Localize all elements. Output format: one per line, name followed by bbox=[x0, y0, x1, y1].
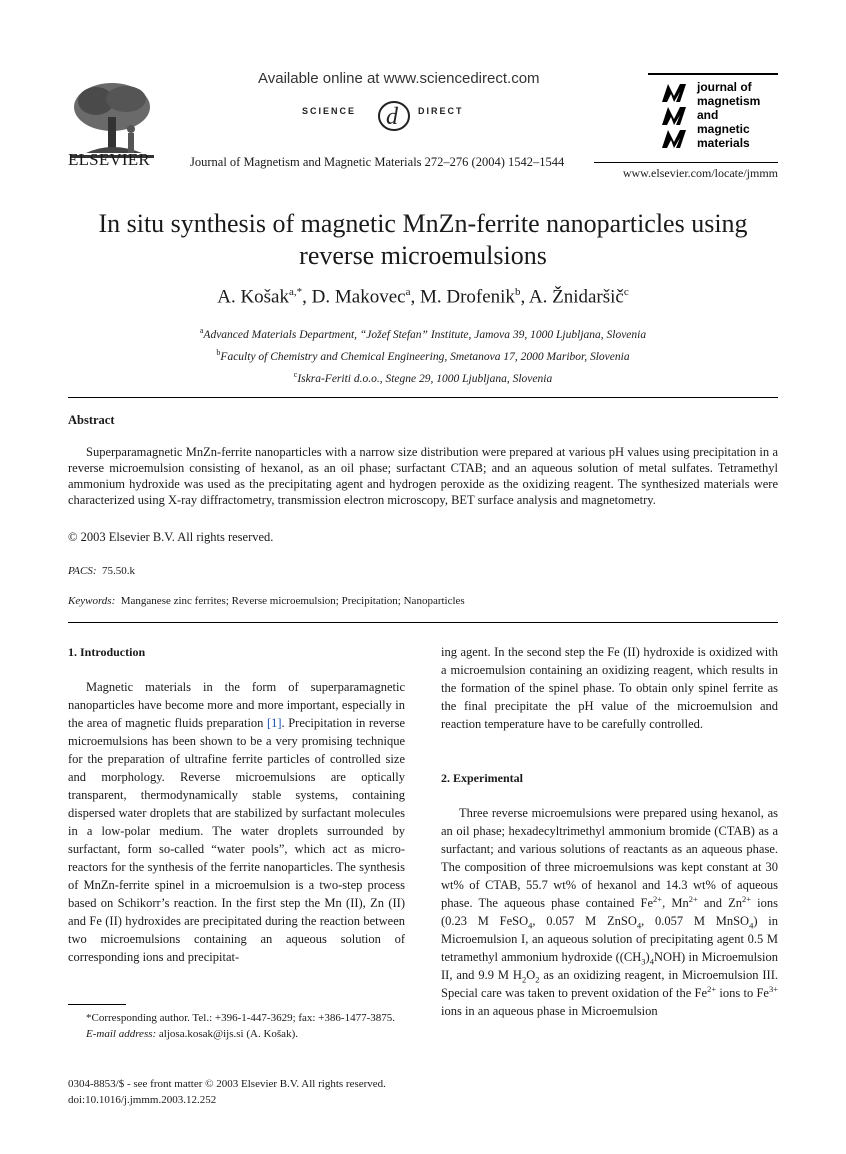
footnote bbox=[68, 1010, 405, 1042]
author-sup: b bbox=[514, 286, 521, 298]
footnote-corresponding: *Corresponding author. Tel.: +396-1-447-3629; fax: +386-1477-3875. bbox=[86, 1012, 396, 1024]
author-name: M. Drofenik bbox=[419, 286, 515, 308]
author-sup: a,* bbox=[289, 286, 303, 298]
page-footer bbox=[68, 1076, 386, 1108]
text-run: . Precipitation in reverse microemulsions has been shown to be a very promising technique for the preparation of ultrafine ferrite particles of controlled size and morphology. Reverse microemulsions are optically transparent, thermodynamically stable systems, containing dispersed water droplets that are stabilized by surfactant molecules in a low-polar medium. The water droplets surrounded by surfactant, form so-called “water pools”, which act as micro-reactors for the synthesis of the ferrite nanoparticles. The synthesis of MnZn-ferrite spinel in a microemulsion is a two-step process based on Schikorr’s reaction. In the first step the Mn (II), Zn (II) and Fe (II) hydroxides are precipitated during the reaction between two microemulsions containing an aqueous solution of corresponding ions and precipitat- bbox=[68, 716, 405, 964]
divider bbox=[68, 622, 778, 623]
text-run: , 0.057 M MnSO bbox=[641, 914, 750, 928]
pacs-value: 75.50.k bbox=[102, 565, 136, 577]
text-run: Three reverse microemulsions were prepared using hexanol, as an oil phase; hexadecyltrimethyl ammonium bromide (CTAB) as a surfactant; and various solutions of reactants as an aqueous phase. The composition of three microemulsions was kept constant at 30 wt% of CTAB, 55.7 wt% of hexanol and 14.3 wt% of aqueous phase. The aqueous phase contained Fe bbox=[441, 806, 778, 910]
affiliation bbox=[40, 366, 806, 388]
issn-line: 0304-8853/$ - see front matter © 2003 Elsevier B.V. All rights reserved. bbox=[68, 1078, 386, 1090]
journal-citation: Journal of Magnetism and Magnetic Materials 272–276 (2004) 1542–1544 bbox=[190, 155, 565, 169]
footnote-email bbox=[68, 1026, 405, 1042]
keywords-line bbox=[68, 595, 465, 607]
journal-logo-line: journal of bbox=[697, 80, 752, 94]
affil-sup: b bbox=[216, 347, 221, 357]
journal-url[interactable]: www.elsevier.com/locate/jmmm bbox=[622, 166, 778, 180]
citation-link[interactable]: [1] bbox=[266, 716, 282, 730]
journal-url-rule bbox=[594, 162, 778, 163]
text-run: O bbox=[526, 968, 536, 982]
sd-left-word: SCIENCE bbox=[302, 106, 357, 116]
affil-sup: a bbox=[199, 326, 204, 335]
affiliation-list bbox=[40, 322, 806, 387]
subscript: 4 bbox=[528, 920, 533, 931]
author-name: D. Makovec bbox=[311, 286, 406, 308]
superscript: 2+ bbox=[741, 893, 752, 904]
text-run: ions in an aqueous phase in Microemulsion bbox=[441, 1004, 658, 1018]
available-online-text: Available online at www.sciencedirect.com bbox=[258, 70, 540, 87]
abstract-body bbox=[68, 444, 778, 508]
section-heading: 1. Introduction bbox=[68, 645, 146, 659]
text-run: , 0.057 M ZnSO bbox=[532, 914, 637, 928]
title-line: reverse microemulsions bbox=[299, 241, 547, 270]
superscript: 2+ bbox=[653, 893, 663, 904]
footnote-rule bbox=[68, 1004, 126, 1005]
article-title bbox=[40, 208, 806, 272]
email-value[interactable]: aljosa.kosak@ijs.si (A. Košak). bbox=[158, 1028, 298, 1040]
left-column bbox=[68, 643, 405, 966]
experimental-paragraph: Three reverse microemulsions were prepared using hexanol, as an oil phase; hexadecyltrimethyl ammonium bromide (CTAB) as a surfactant; and various solutions of reactants as an aqueous phase. The composition of three microemulsions was kept constant at 30 wt% of CTAB, 55.7 wt% of hexanol and 14.3 wt% of aqueous phase. The aqueous phase contained $Fe^{2+}$, $Mn^{2+}$ and $Zn^{2+}$ ions (0.23 M FeSO$_4$, 0.057 M ZnSO$_4$, 0.057 M MnSO$_4$) in Microemulsion I, an aqueous solution of precipitating agent 0.5 M tetramethyl ammonium hydroxide $((CH_3)_4NOH)$ in Microemulsion II, and 9.9 M $H_2O_2$ as an oxidizing reagent, in Microemulsion III. Special care was taken to prevent oxidation of the $Fe^{2+}$ ions to $Fe^{3+}$ ions in an aqueous phase in Microemulsion bbox=[441, 806, 778, 1018]
subscript: 2 bbox=[521, 974, 527, 985]
abstract-text: Superparamagnetic MnZn-ferrite nanoparticles with a narrow size distribution were prepared at various pH values using precipitation in a reverse microemulsion consisting of hexanol, as an oil phase; surfactant CTAB; and an aqueous solution of metal sulfates. Tetramethyl ammonium hydroxide was used as the precipitating agent and hydrogen peroxide as the oxidizing reagent. The synthesized materials were characterized using X-ray diffractometry, transmission electron microscopy, BET surface analysis and magnetometry. bbox=[68, 445, 778, 507]
right-column bbox=[441, 643, 778, 1020]
journal-logo-line: and bbox=[697, 108, 719, 122]
superscript: 3+ bbox=[768, 983, 778, 994]
sciencedirect-logo bbox=[300, 94, 510, 134]
section-heading: 2. Experimental bbox=[441, 771, 523, 785]
author-name: A. Košak bbox=[217, 286, 289, 308]
journal-logo-rule bbox=[648, 73, 778, 75]
intro-paragraph bbox=[68, 678, 405, 966]
sciencedirect-d-icon bbox=[374, 94, 414, 134]
doi-line[interactable]: doi:10.1016/j.jmmm.2003.12.252 bbox=[68, 1094, 217, 1106]
subscript: 2 bbox=[535, 974, 540, 985]
intro-continuation: ing agent. In the second step the Fe (II) hydroxide is oxidized with a microemulsion containing an oxidizing reagent, which results in the formation of the spinel phase. To obtain only spinel ferrite as the final precipitate the pH value of the microemulsion and reaction temperature have to be carefully controlled. bbox=[441, 645, 778, 731]
keywords-label: Keywords: bbox=[68, 595, 116, 607]
affil-text: Advanced Materials Department, “Jožef Stefan” Institute, Jamova 39, 1000 Ljubljana, Slovenia bbox=[203, 328, 647, 341]
author-sup: c bbox=[623, 286, 629, 298]
text-run: and Zn bbox=[697, 896, 742, 910]
pacs-label: PACS: bbox=[68, 565, 97, 577]
jmmm-m-icon bbox=[660, 82, 694, 152]
text-run: ions (0.23 M FeSO bbox=[441, 896, 778, 928]
affil-text: Iskra-Feriti d.o.o., Stegne 29, 1000 Ljubljana, Slovenia bbox=[297, 372, 553, 385]
sd-right-word: DIRECT bbox=[418, 106, 464, 116]
journal-logo-line: magnetic bbox=[697, 122, 750, 136]
journal-logo-text bbox=[697, 80, 760, 150]
abstract-heading: Abstract bbox=[68, 413, 115, 427]
divider bbox=[68, 397, 778, 398]
affil-text: Faculty of Chemistry and Chemical Engineering, Smetanova 17, 2000 Maribor, Slovenia bbox=[220, 350, 630, 363]
affiliation bbox=[40, 344, 806, 366]
subscript: 3 bbox=[641, 956, 646, 967]
superscript: 2+ bbox=[688, 893, 698, 904]
text-run: Magnetic materials in the form of superparamagnetic nanoparticles have become more and more important, especially in the area of magnetic fluids preparation bbox=[68, 680, 405, 730]
journal-logo-line: magnetism bbox=[697, 94, 761, 108]
title-line: In situ synthesis of magnetic MnZn-ferrite nanoparticles using bbox=[98, 209, 748, 238]
superscript: 2+ bbox=[707, 983, 717, 994]
subscript: 4 bbox=[649, 956, 654, 967]
author-list: A. Košak$^{a,*}$, D. Makovec$^a$, M. Drofenik$^b$, A. Žnidaršič$^c$ bbox=[217, 286, 629, 308]
affiliation bbox=[40, 322, 806, 344]
svg-text:d: d bbox=[386, 104, 398, 130]
affil-sup: c bbox=[293, 369, 298, 379]
subscript: 4 bbox=[749, 920, 754, 931]
text-run: , Mn bbox=[662, 896, 689, 910]
pacs-line bbox=[68, 565, 135, 577]
email-label: E-mail address: bbox=[86, 1028, 157, 1040]
author-name: A. Žnidaršič bbox=[528, 286, 624, 308]
publisher-name: ELSEVIER bbox=[68, 150, 150, 169]
text-run: NOH) in Microemulsion II, and 9.9 M H bbox=[441, 950, 778, 982]
text-run: ions to Fe bbox=[716, 986, 769, 1000]
text-run: ) in Microemulsion I, an aqueous solution of precipitating agent 0.5 M tetramethyl ammonium hydroxide ((CH bbox=[441, 914, 778, 964]
author-sup: a bbox=[405, 286, 411, 298]
journal-logo-line: materials bbox=[697, 136, 750, 150]
subscript: 4 bbox=[636, 920, 642, 931]
abstract-copyright: © 2003 Elsevier B.V. All rights reserved. bbox=[68, 530, 274, 544]
keywords-value: Manganese zinc ferrites; Reverse microemulsion; Precipitation; Nanoparticles bbox=[120, 595, 465, 607]
text-run: as an oxidizing reagent, in Microemulsion III. Special care was taken to prevent oxidation of the Fe bbox=[441, 968, 778, 1000]
